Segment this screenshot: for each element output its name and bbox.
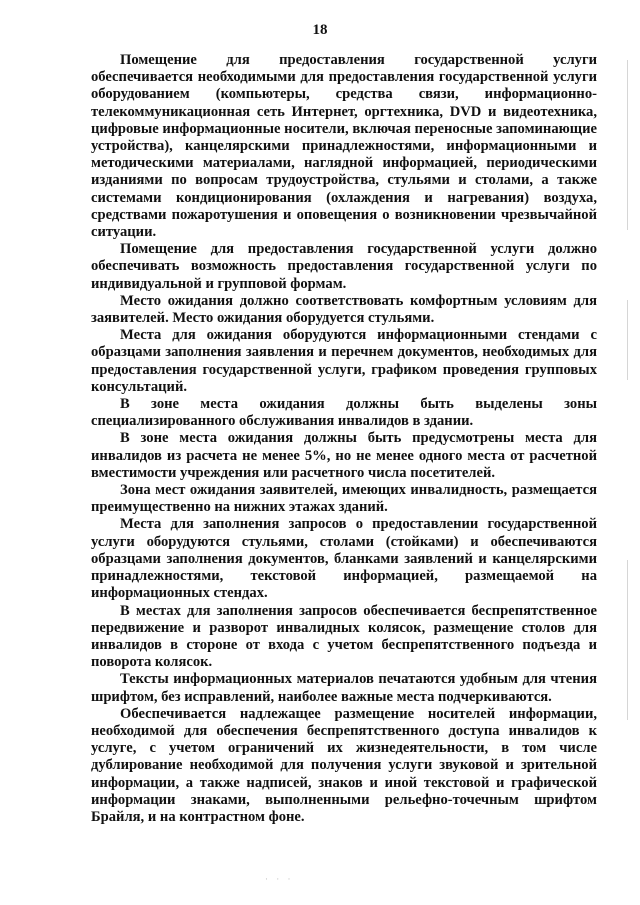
document-body: [91, 52, 597, 826]
scan-edge-line: [627, 60, 628, 230]
paragraph: Место ожидания должно соответствовать комфортным условиям для заявителей. Место ожидания оборудуется стульями.: [91, 292, 597, 327]
paragraph: В зоне места ожидания должны быть предусмотрены места для инвалидов из расчета не менее 5%, но не менее одного места от расчетной вместимости учреждения или расчетного числа посетителей.: [91, 430, 597, 481]
scan-edge-line: [627, 560, 628, 720]
paragraph: Зона мест ожидания заявителей, имеющих инвалидность, размещается преимущественно на нижних этажах зданий.: [91, 482, 597, 516]
scan-edge-line: [627, 300, 628, 380]
paragraph: В местах для заполнения запросов обеспечивается беспрепятственное передвижение и разворот инвалидных колясок, размещение столов для инвалидов в стороне от входа с учетом беспрепятственного подъезда и поворота колясок.: [91, 602, 597, 671]
scan-artifact: · · ·: [265, 874, 294, 884]
paragraph: Места для ожидания оборудуются информационными стендами с образцами заполнения заявления и перечнем документов, необходимых для предоставления государственной услуги, графиком проведения групповых консультаций.: [91, 327, 597, 395]
paragraph: Обеспечивается надлежащее размещение носителей информации, необходимой для обеспечения беспрепятственного доступа инвалидов к услуге, с учетом ограничений их жизнедеятельности, в том числе дублирование необходимой для получения услуги звуковой и зрительной информации, а также надписей, знаков и иной текстовой и графической информации знаками, выполненными рельефно-точечным шрифтом Брайля, и на контрастном фоне.: [91, 705, 597, 825]
paragraph: В зоне места ожидания должны быть выделены зоны специализированного обслуживания инвалидов в здании.: [91, 396, 597, 430]
paragraph: Тексты информационных материалов печатаются удобным для чтения шрифтом, без исправлений, наиболее важные места подчеркиваются.: [91, 671, 597, 705]
paragraph: Помещение для предоставления государственной услуги должно обеспечивать возможность предоставления государственной услуги по индивидуальной и групповой формам.: [91, 241, 597, 292]
page-number: 18: [312, 22, 328, 38]
paragraph: Помещение для предоставления государственной услуги обеспечивается необходимыми для предоставления государственной услуги оборудованием (компьютеры, средства связи, информационно-телекоммуникационная сеть Интернет, оргтехника, DVD и видеотехника, цифровые информационные носители, включая переносные запоминающие устройства), канцелярскими принадлежностями, информационными и методическими материалами, наглядной информацией, периодическими изданиями по вопросам трудоустройства, стульями и столами, а также системами кондиционирования (охлаждения и нагревания) воздуха, средствами пожаротушения и оповещения о возникновении чрезвычайной ситуации.: [91, 52, 597, 241]
paragraph: Места для заполнения запросов о предоставлении государственной услуги оборудуются стульями, столами (стойками) и обеспечиваются образцами заполнения документов, бланками заявлений и канцелярскими принадлежностями, текстовой информацией, размещаемой на информационных стендах.: [91, 516, 597, 602]
